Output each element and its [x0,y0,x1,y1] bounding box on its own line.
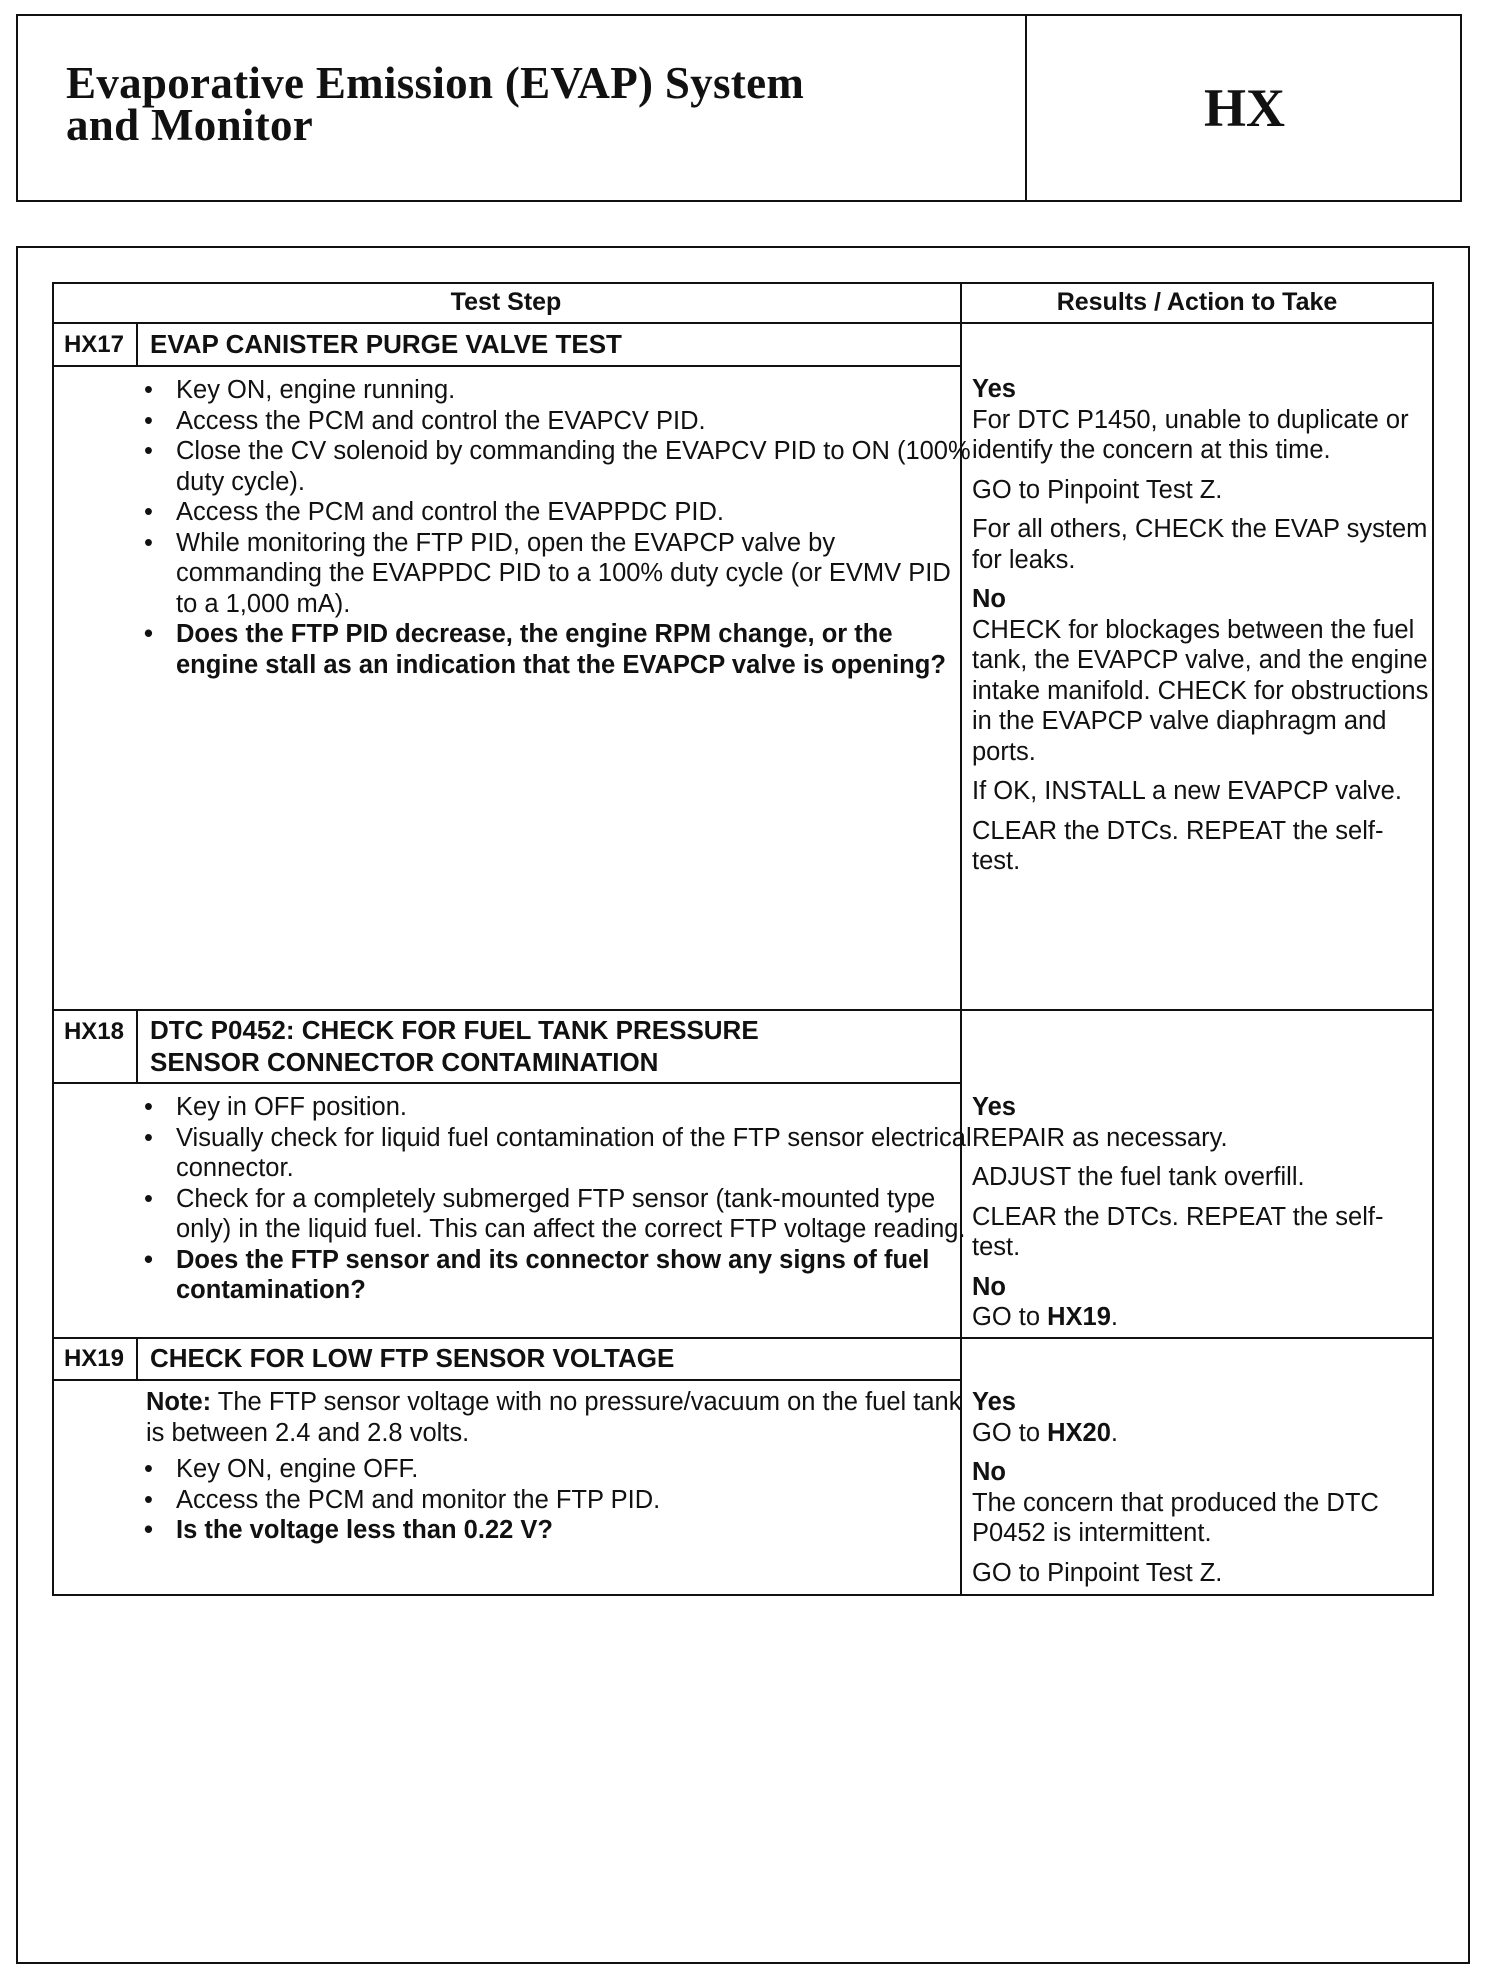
yes-result: ADJUST the fuel tank overfill. [972,1163,1305,1191]
list-item: • Key ON, engine running. [132,375,972,406]
yes-result: For DTC P1450, unable to duplicate or identify the concern at this time. [972,405,1409,464]
page-title [66,58,1006,150]
list-item: • Visually check for liquid fuel contamination of the FTP sensor electrical connector. [132,1123,972,1184]
hx17-bottom-divider [52,1009,1434,1011]
yes-result: GO to Pinpoint Test Z. [972,475,1223,504]
step-question: • Does the FTP PID decrease, the engine RPM change, or the engine stall as an indication that the EVAPCP valve is opening? [132,619,972,680]
hx18-bottom-divider [52,1337,1434,1339]
no-label: No [972,1272,1006,1301]
no-result: CLEAR the DTCs. REPEAT the self-test. [972,816,1384,875]
step-ref-hx20: HX20 [1047,1418,1111,1447]
list-item: • Access the PCM and control the EVAPPDC PID. [132,497,972,528]
yes-result: For all others, CHECK the EVAP system for leaks. [972,515,1428,574]
step-body-hx17 [132,375,972,680]
hx18-title-divider [52,1082,962,1084]
no-result: If OK, INSTALL a new EVAPCP valve. [972,777,1402,805]
list-item: • Key in OFF position. [132,1092,972,1123]
note-label: Note: [146,1388,212,1416]
hx17-title-divider [52,365,962,367]
step-title-hx17: EVAP CANISTER PURGE VALVE TEST [150,329,622,359]
list-item: • Check for a completely submerged FTP sensor (tank-mounted type only) in the liquid fuel. This can affect the correct FTP voltage reading. [132,1184,972,1245]
hx17-id-divider [136,322,138,365]
hx18-id-divider [136,1009,138,1082]
step-body-hx19 [132,1387,972,1546]
page-title-line-2: and Monitor [66,100,314,150]
step-id-hx18: HX18 [63,1018,125,1045]
no-result-prefix: GO to [972,1303,1048,1331]
list-item: • Close the CV solenoid by commanding the EVAPCV PID to ON (100% duty cycle). [132,436,972,497]
step-question: • Does the FTP sensor and its connector show any signs of fuel contamination? [132,1245,972,1306]
section-code: HX [1204,78,1285,138]
note [132,1387,972,1448]
note-text: The FTP sensor voltage with no pressure/vacuum on the fuel tank is between 2.4 and 2.8 volts. [146,1388,962,1447]
page-title-line-1: Evaporative Emission (EVAP) System [66,58,805,108]
yes-result: CLEAR the DTCs. REPEAT the self-test. [972,1202,1384,1261]
column-header-results: Results / Action to Take [1056,287,1338,316]
yes-result-suffix: . [1110,1418,1118,1447]
no-result [972,1302,1430,1333]
table-border-right [1432,282,1434,1596]
step-id-hx17: HX17 [63,331,125,358]
results-hx19 [972,1387,1430,1597]
step-title-line: SENSOR CONNECTOR CONTAMINATION [150,1047,659,1077]
step-ref-hx19: HX19 [1047,1303,1111,1331]
list-item: • While monitoring the FTP PID, open the EVAPCP valve by commanding the EVAPPDC PID to a 100% duty cycle (or EVMV PID to a 1,000 mA). [132,528,972,620]
hx19-id-divider [136,1337,138,1379]
header-divider [52,322,1434,324]
step-question: • Is the voltage less than 0.22 V? [132,1515,972,1546]
step-id-hx19: HX19 [63,1345,125,1372]
no-result-suffix: . [1110,1303,1118,1331]
list-item: • Access the PCM and monitor the FTP PID. [132,1485,972,1516]
yes-label: Yes [972,375,1016,403]
list-item: • Access the PCM and control the EVAPCV PID. [132,406,972,437]
list-item: • Key ON, engine OFF. [132,1454,972,1485]
no-label: No [972,585,1006,613]
step-title-hx18 [150,1014,990,1078]
no-result: CHECK for blockages between the fuel tank, the EVAPCP valve, and the engine intake manifold. CHECK for obstructions in the EVAPCP valve diaphragm and ports. [972,615,1429,766]
step-title-line: DTC P0452: CHECK FOR FUEL TANK PRESSURE [150,1015,759,1045]
step-body-hx18 [132,1092,972,1306]
no-result: GO to Pinpoint Test Z. [972,1558,1223,1587]
no-label: No [972,1458,1006,1486]
step-title-hx19: CHECK FOR LOW FTP SENSOR VOLTAGE [150,1343,675,1373]
table-border-left [52,282,54,1596]
results-hx17 [972,374,1430,886]
yes-result: REPAIR as necessary. [972,1123,1228,1152]
no-result: The concern that produced the DTC P0452 is intermittent. [972,1488,1379,1547]
yes-result-prefix: GO to [972,1418,1048,1447]
hx19-title-divider [52,1379,962,1381]
results-hx18 [972,1092,1430,1333]
yes-result [972,1418,1430,1449]
yes-label: Yes [972,1093,1016,1121]
column-header-test-step: Test Step [450,287,562,316]
yes-label: Yes [972,1388,1016,1416]
test-step-table [52,282,1434,1596]
